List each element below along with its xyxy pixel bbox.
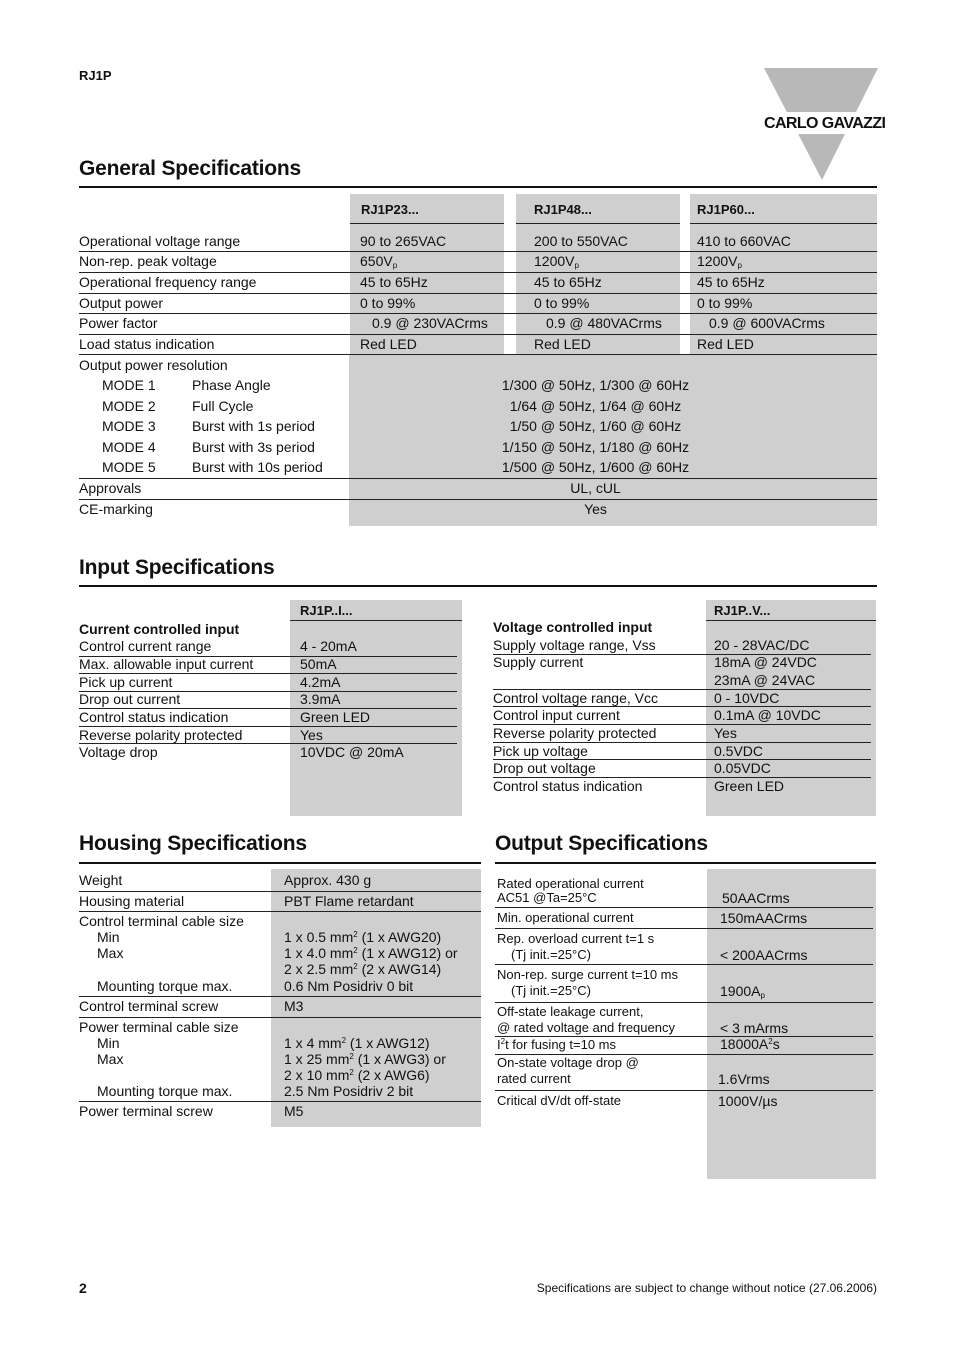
spec-value: Red LED xyxy=(534,336,591,352)
spec-value: 1 x 25 $mm^2$ (1 x AWG3) or xyxy=(284,1051,446,1067)
spec-label: Non-rep. peak voltage xyxy=(79,253,217,269)
mode-value: 1/150 @ 50Hz, 1/180 @ 60Hz xyxy=(501,439,690,455)
col-rj1p23: RJ1P23... xyxy=(361,202,419,217)
mode-id: MODE 4 xyxy=(102,439,156,455)
spec-label: Max xyxy=(97,945,124,961)
spec-label: Housing material xyxy=(79,893,185,909)
spec-value: 4 - 20mA xyxy=(300,638,357,654)
spec-label: Drop out voltage xyxy=(493,760,596,776)
spec-label: Weight xyxy=(79,872,123,888)
spec-label: Off-state leakage current, xyxy=(497,1004,644,1019)
spec-value: 2 x 10 $mm^2$ (2 x AWG6) xyxy=(284,1067,430,1083)
spec-value: 1 x 0.5 $mm^2$ (1 x AWG20) xyxy=(284,929,442,945)
spec-value: 0.5VDC xyxy=(714,743,764,759)
spec-value: 0.05VDC xyxy=(714,760,771,776)
spec-label: Power terminal cable size xyxy=(79,1019,239,1035)
mode-value: 1/500 @ 50Hz, 1/600 @ 60Hz xyxy=(501,459,690,475)
spec-label: Power factor xyxy=(79,315,158,331)
spec-value: 0 to 99% xyxy=(360,295,416,311)
spec-value: < 200AACrms xyxy=(720,947,808,963)
spec-value: 45 to 65Hz xyxy=(360,274,428,290)
spec-label: Critical dV/dt off-state xyxy=(497,1093,622,1108)
mode-desc: Burst with 3s period xyxy=(192,439,315,455)
col-rj1p48: RJ1P48... xyxy=(534,202,592,217)
spec-value: 1.6Vrms xyxy=(718,1071,770,1087)
spec-value: 0.9 @ 600VACrms xyxy=(709,315,825,331)
spec-label: rated current xyxy=(497,1071,571,1086)
spec-value: 45 to 65Hz xyxy=(697,274,765,290)
spec-value: 410 to 660VAC xyxy=(697,233,791,249)
housing-title: Housing Specifications xyxy=(79,832,307,855)
brand-name: CARLO GAVAZZI xyxy=(764,115,886,132)
spec-label: Control voltage range, Vcc xyxy=(493,690,658,706)
spec-label: Supply voltage range, Vss xyxy=(493,637,656,653)
spec-value: 2.5 Nm Posidriv 2 bit xyxy=(284,1083,414,1099)
spec-value: 150mAACrms xyxy=(720,910,808,926)
input-title: Input Specifications xyxy=(79,556,275,579)
spec-label: Control terminal screw xyxy=(79,998,219,1014)
spec-label: Output power xyxy=(79,295,164,311)
spec-label: Min xyxy=(97,929,120,945)
spec-value: 50mA xyxy=(300,656,337,672)
spec-label: Rep. overload current t=1 s xyxy=(497,931,655,946)
spec-label: Reverse polarity protected xyxy=(79,727,243,743)
spec-value: 90 to 265VAC xyxy=(360,233,447,249)
spec-value: 18mA @ 24VDC xyxy=(714,654,817,670)
spec-label: Operational voltage range xyxy=(79,233,241,249)
mode-desc: Burst with 1s period xyxy=(192,418,315,434)
spec-label: On-state voltage drop @ xyxy=(497,1055,639,1070)
spec-value: M5 xyxy=(284,1103,304,1119)
mode-id: MODE 1 xyxy=(102,377,156,393)
spec-value: 10VDC @ 20mA xyxy=(300,744,404,760)
spec-value: 0 to 99% xyxy=(534,295,590,311)
spec-value: $1200V_p$ xyxy=(697,253,742,270)
voltage-heading: Voltage controlled input xyxy=(493,619,653,635)
spec-label: Min. operational current xyxy=(497,910,634,925)
spec-label: Drop out current xyxy=(79,691,181,707)
mode-value: 1/50 @ 50Hz, 1/60 @ 60Hz xyxy=(509,418,682,434)
model-label: RJ1P xyxy=(79,68,112,83)
spec-value: 0 to 99% xyxy=(697,295,753,311)
spec-value: Red LED xyxy=(360,336,417,352)
spec-label: Control current range xyxy=(79,638,212,654)
spec-label: @ rated voltage and frequency xyxy=(497,1020,675,1035)
spec-label: (Tj init.=25°C) xyxy=(511,947,591,962)
spec-label: Control status indication xyxy=(493,778,643,794)
spec-value: 50AACrms xyxy=(722,890,790,906)
mode-desc: Burst with 10s period xyxy=(192,459,323,475)
spec-label: Control input current xyxy=(493,707,620,723)
spec-value: Green LED xyxy=(714,778,785,794)
spec-value: 20 - 28VAC/DC xyxy=(714,637,810,653)
spec-value: 4.2mA xyxy=(300,674,341,690)
spec-value: 0.1mA @ 10VDC xyxy=(714,707,821,723)
spec-label: Load status indication xyxy=(79,336,215,352)
spec-value: 200 to 550VAC xyxy=(534,233,628,249)
spec-label: Voltage drop xyxy=(79,744,158,760)
spec-value: Yes xyxy=(300,727,323,743)
spec-label: Control terminal cable size xyxy=(79,913,244,929)
resolution-label: Output power resolution xyxy=(79,357,228,373)
spec-label: $I^2t$ for fusing t=10 ms xyxy=(497,1037,616,1052)
spec-value: Green LED xyxy=(300,709,371,725)
spec-value: 2 x 2.5 $mm^2$ (2 x AWG14) xyxy=(284,961,442,977)
spec-label: Max. allowable input current xyxy=(79,656,254,672)
spec-label: Max xyxy=(97,1051,124,1067)
spec-value: Red LED xyxy=(697,336,754,352)
col-current: RJ1P..I... xyxy=(300,603,353,618)
spec-value: 45 to 65Hz xyxy=(534,274,602,290)
col-voltage: RJ1P..V... xyxy=(714,603,771,618)
spec-label: Mounting torque max. xyxy=(97,1083,233,1099)
spec-label: AC51 @Ta=25°C xyxy=(497,890,597,905)
ce-value: Yes xyxy=(584,501,607,517)
spec-value: Yes xyxy=(714,725,737,741)
col-rj1p60: RJ1P60... xyxy=(697,202,755,217)
spec-label: Pick up current xyxy=(79,674,173,690)
mode-desc: Full Cycle xyxy=(192,398,254,414)
spec-value: 1000V/µs xyxy=(718,1093,778,1109)
spec-value: 1 x 4.0 $mm^2$ (1 x AWG12) or xyxy=(284,945,458,961)
spec-value: 0.6 Nm Posidriv 0 bit xyxy=(284,978,414,994)
footer-note: Specifications are subject to change without notice (27.06.2006) xyxy=(536,1281,877,1295)
spec-label: Supply current xyxy=(493,654,584,670)
spec-value: < 3 mArms xyxy=(720,1020,789,1036)
spec-value: M3 xyxy=(284,998,304,1014)
spec-value: $1200V_p$ xyxy=(534,253,579,270)
mode-id: MODE 2 xyxy=(102,398,156,414)
spec-label: Operational frequency range xyxy=(79,274,257,290)
current-heading: Current controlled input xyxy=(79,621,240,637)
mode-desc: Phase Angle xyxy=(192,377,271,393)
spec-value: $1900A_p$ xyxy=(720,983,765,1000)
page-number: 2 xyxy=(79,1280,87,1296)
spec-label: (Tj init.=25°C) xyxy=(511,983,591,998)
spec-label: Reverse polarity protected xyxy=(493,725,657,741)
spec-value: Approx. 430 g xyxy=(284,872,372,888)
spec-label: Control status indication xyxy=(79,709,229,725)
spec-value: 3.9mA xyxy=(300,691,341,707)
spec-value: $650V_p$ xyxy=(360,253,398,270)
spec-value: 0.9 @ 480VACrms xyxy=(546,315,662,331)
spec-label: Non-rep. surge current t=10 ms xyxy=(497,967,678,982)
spec-value: $18000A^2s$ xyxy=(720,1036,780,1052)
spec-value: PBT Flame retardant xyxy=(284,893,414,909)
spec-label: Min xyxy=(97,1035,120,1051)
spec-label: Rated operational current xyxy=(497,876,644,891)
spec-label: Pick up voltage xyxy=(493,743,588,759)
ce-label: CE-marking xyxy=(79,501,153,517)
mode-value: 1/300 @ 50Hz, 1/300 @ 60Hz xyxy=(501,377,690,393)
spec-label: Mounting torque max. xyxy=(97,978,233,994)
spec-value: 0 - 10VDC xyxy=(714,690,780,706)
spec-value: 1 x 4 $mm^2$ (1 x AWG12) xyxy=(284,1035,430,1051)
mode-id: MODE 5 xyxy=(102,459,156,475)
approvals-value: UL, cUL xyxy=(570,480,621,496)
approvals-label: Approvals xyxy=(79,480,142,496)
mode-value: 1/64 @ 50Hz, 1/64 @ 60Hz xyxy=(509,398,682,414)
output-title: Output Specifications xyxy=(495,832,708,855)
spec-value: 23mA @ 24VAC xyxy=(714,672,816,688)
mode-id: MODE 3 xyxy=(102,418,156,434)
spec-value: 0.9 @ 230VACrms xyxy=(372,315,488,331)
spec-label: Power terminal screw xyxy=(79,1103,213,1119)
general-title: General Specifications xyxy=(79,157,302,180)
